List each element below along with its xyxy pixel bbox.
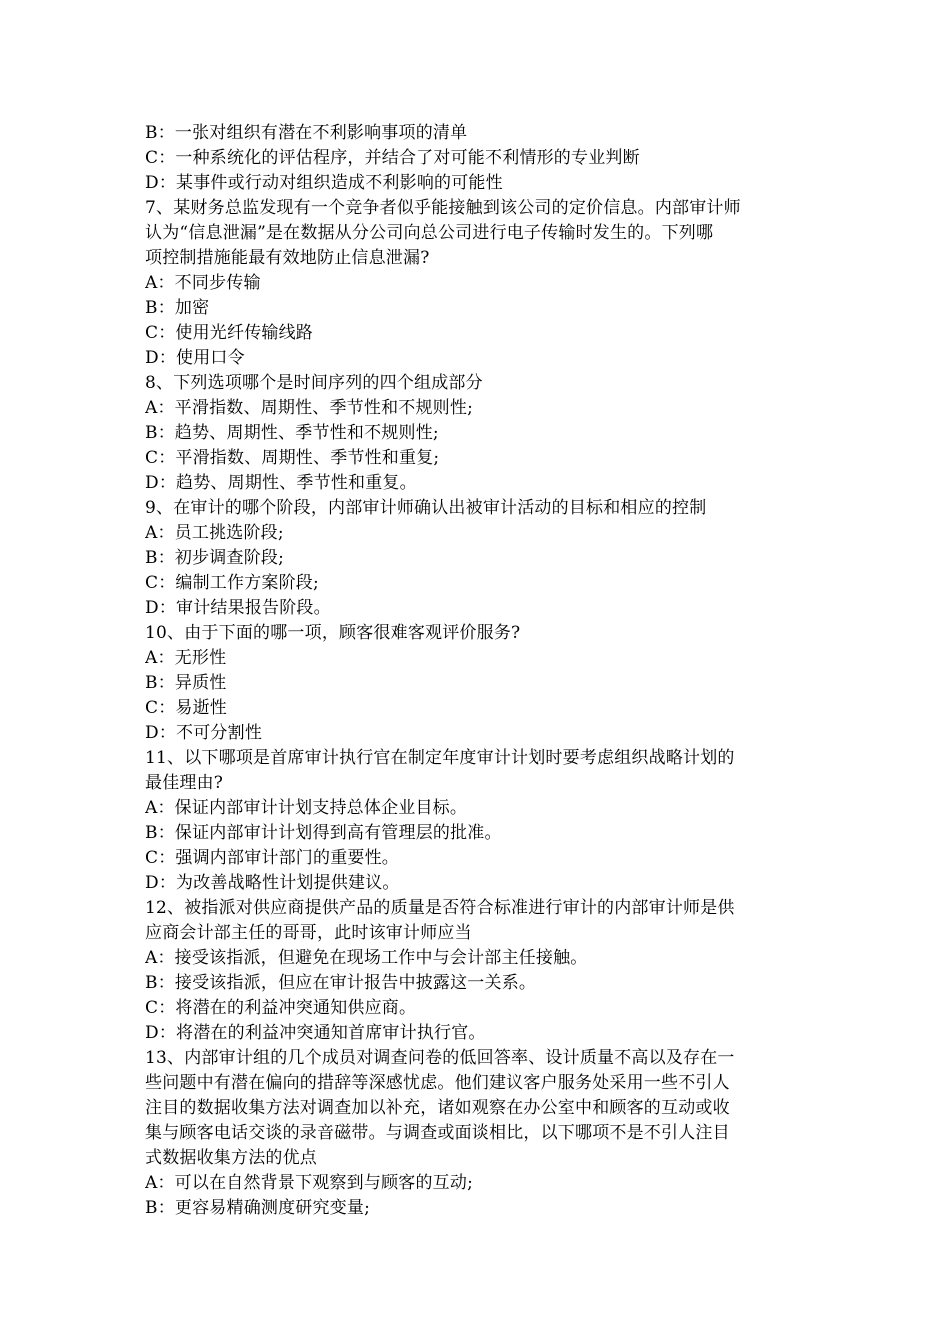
text-line: 8、下列选项哪个是时间序列的四个组成部分 bbox=[145, 373, 483, 393]
text-line: A：平滑指数、周期性、季节性和不规则性; bbox=[145, 398, 474, 418]
text-line: B：趋势、周期性、季节性和不规则性; bbox=[145, 423, 439, 443]
text-line: A：保证内部审计计划支持总体企业目标。 bbox=[145, 798, 468, 818]
text-line: A：接受该指派，但避免在现场工作中与会计部主任接触。 bbox=[145, 948, 588, 968]
text-line: 13、内部审计组的几个成员对调查问卷的低回答率、设计质量不高以及存在一 bbox=[145, 1048, 735, 1068]
text-line: C：使用光纤传输线路 bbox=[145, 323, 314, 343]
text-line: 最佳理由? bbox=[145, 773, 224, 793]
text-line: D：审计结果报告阶段。 bbox=[145, 598, 331, 618]
text-line: 11、以下哪项是首席审计执行官在制定年度审计计划时要考虑组织战略计划的 bbox=[145, 748, 735, 768]
text-line: A：无形性 bbox=[145, 648, 227, 668]
text-line: 应商会计部主任的哥哥，此时该审计师应当 bbox=[145, 923, 472, 943]
text-line: B：初步调查阶段; bbox=[145, 548, 285, 568]
text-line: 12、被指派对供应商提供产品的质量是否符合标准进行审计的内部审计师是供 bbox=[145, 898, 735, 918]
text-line: C：编制工作方案阶段; bbox=[145, 573, 319, 593]
text-line: C：强调内部审计部门的重要性。 bbox=[145, 848, 400, 868]
text-line: D：不可分割性 bbox=[145, 723, 263, 743]
text-line: 9、在审计的哪个阶段，内部审计师确认出被审计活动的目标和相应的控制 bbox=[145, 498, 707, 518]
text-line: 集与顾客电话交谈的录音磁带。与调查或面谈相比，以下哪项不是不引人注目 bbox=[145, 1123, 730, 1143]
text-line: D：使用口令 bbox=[145, 348, 245, 368]
text-line: 些问题中有潜在偏向的措辞等深感忧虑。他们建议客户服务处采用一些不引人 bbox=[145, 1073, 730, 1093]
text-line: C：易逝性 bbox=[145, 698, 228, 718]
text-line: D：某事件或行动对组织造成不利影响的可能性 bbox=[145, 173, 503, 193]
text-line: D：趋势、周期性、季节性和重复。 bbox=[145, 473, 417, 493]
text-line: C：将潜在的利益冲突通知供应商。 bbox=[145, 998, 417, 1018]
text-line: A：员工挑选阶段; bbox=[145, 523, 284, 543]
text-line: C：一种系统化的评估程序，并结合了对可能不利情形的专业判断 bbox=[145, 148, 640, 168]
text-line: 式数据收集方法的优点 bbox=[145, 1148, 317, 1168]
document-page bbox=[145, 121, 810, 1221]
text-line: 项控制措施能最有效地防止信息泄漏? bbox=[145, 248, 430, 268]
text-line: C：平滑指数、周期性、季节性和重复; bbox=[145, 448, 440, 468]
text-line: D：将潜在的利益冲突通知首席审计执行官。 bbox=[145, 1023, 486, 1043]
text-line: B：接受该指派，但应在审计报告中披露这一关系。 bbox=[145, 973, 537, 993]
text-line: 7、某财务总监发现有一个竞争者似乎能接触到该公司的定价信息。内部审计师 bbox=[145, 198, 741, 218]
text-line: B：一张对组织有潜在不利影响事项的清单 bbox=[145, 123, 468, 143]
text-line: 注目的数据收集方法对调查加以补充，诸如观察在办公室中和顾客的互动或收 bbox=[145, 1098, 730, 1118]
text-line: 10、由于下面的哪一项，顾客很难客观评价服务? bbox=[145, 623, 521, 643]
text-line: A：不同步传输 bbox=[145, 273, 261, 293]
text-line: B：更容易精确测度研究变量; bbox=[145, 1198, 371, 1218]
text-line: A：可以在自然背景下观察到与顾客的互动; bbox=[145, 1173, 474, 1193]
text-line: B：保证内部审计计划得到高有管理层的批准。 bbox=[145, 823, 502, 843]
text-line: 认为“信息泄漏”是在数据从分公司向总公司进行电子传输时发生的。下列哪 bbox=[145, 223, 714, 243]
text-line: B：异质性 bbox=[145, 673, 227, 693]
text-line: B：加密 bbox=[145, 298, 210, 318]
text-line: D：为改善战略性计划提供建议。 bbox=[145, 873, 400, 893]
